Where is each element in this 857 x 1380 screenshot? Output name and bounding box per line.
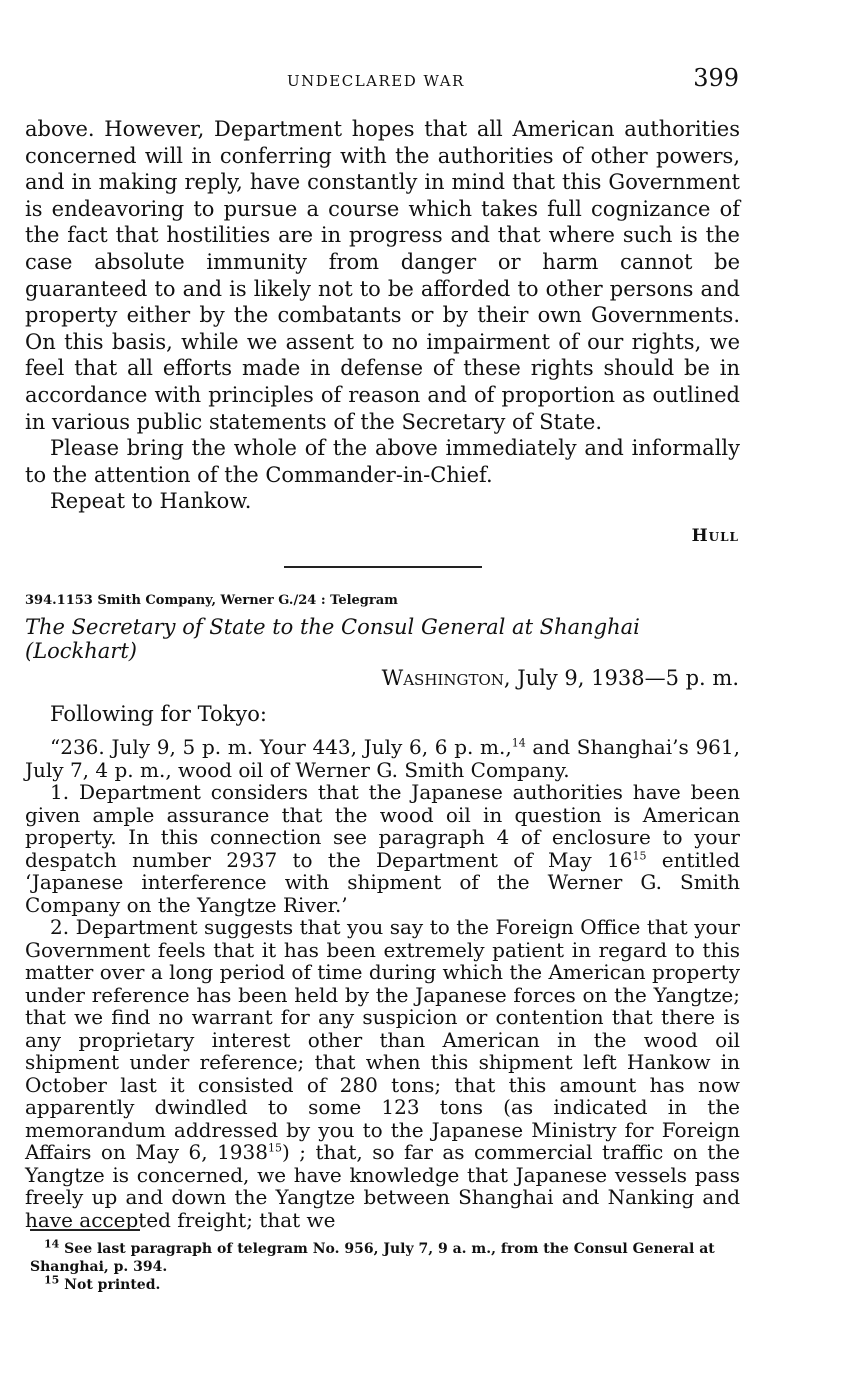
footnote-divider	[30, 1229, 140, 1231]
page-number: 399	[693, 64, 739, 92]
section-divider	[284, 566, 482, 568]
footnotes	[30, 1237, 745, 1294]
footnote-ref: 15	[267, 1141, 282, 1155]
telegram-text: 1. Department considers that the Japanese authorities have been given ample assurance that the wood oil in question is American property. In this connection see paragraph 4 of enclosure to your despatch number 2937 to the Department of May 16	[25, 780, 740, 872]
paragraph-continued: above. However, Department hopes that all American authorities concerned will in conferring with the authorities of other powers, and in making reply, have constantly in mind that this Government is endeavoring to pursue a course which takes full cognizance of the fact that hostilities are in progress and that where such is the case absolute immunity from danger or harm cannot be guaranteed to and is likely not to be afforded to other persons and property either by the combatants or by their own Governments. On this basis, while we assent to no impairment of our rights, we feel that all efforts made in defense of these rights should be in accordance with principles of reason and of proportion as outlined in various public statements of the Secretary of State.	[25, 117, 740, 434]
telegram-text: entitled ‘Japanese interference with shipment of the Werner G. Smith Company on the Yangtze River.’	[25, 847, 740, 917]
telegram-paragraph-header	[25, 736, 740, 781]
paragraph-repeat: Repeat to Hankow.	[50, 489, 252, 514]
footnote-15	[30, 1273, 745, 1294]
file-reference: 394.1153 Smith Company, Werner G./24 : Telegram	[25, 593, 398, 608]
telegram-text: 2. Department suggests that you say to the Foreign Office that your Government feels that it has been extremely patient in regard to this matter over a long period of time during which the American property under reference has been held by the Japanese forces on the Yangtze; that we find no warrant for any suspicion or contention that there is any proprietary interest other than American in the wood oil shipment under reference; that when this shipment left Hankow in October last it consisted of 280 tons; that this amount has now apparently dwindled to some 123 tons (as indicated in the memorandum addressed by you to the Japanese Ministry for Foreign Affairs on May 6, 1938	[25, 915, 740, 1164]
dateline-place: Washington	[381, 666, 504, 690]
dateline	[382, 666, 739, 690]
footnote-marker: 14	[44, 1237, 60, 1251]
telegram-text: ) ; that, so far as commercial traffic on the Yangtze is concerned, we have knowledge that Japanese vessels pass freely up and down the Yangtze between Shanghai and Nanking and have accepted freight; that we	[25, 1140, 740, 1232]
telegram-paragraph-2	[25, 916, 740, 1231]
running-head	[0, 64, 857, 98]
intro-line: Following for Tokyo:	[50, 702, 267, 726]
telegram-text: and Shanghai’s 961, July 7, 4 p. m., wood oil of Werner G. Smith Company.	[25, 735, 740, 782]
footnote-text: See last paragraph of telegram No. 956, July 7, 9 a. m., from the Consul General at Shanghai, p. 394.	[30, 1241, 715, 1275]
dateline-date: , July 9, 1938—5 p. m.	[503, 666, 739, 690]
document-heading: The Secretary of State to the Consul General at Shanghai (Lockhart)	[25, 615, 640, 663]
footnote-marker: 15	[44, 1273, 60, 1287]
running-head-title: UNDECLARED WAR	[287, 72, 465, 90]
paragraph-instruction: Please bring the whole of the above immediately and informally to the attention of the Commander-in-Chief.	[25, 436, 740, 487]
telegram-body	[25, 736, 740, 1231]
footnote-ref: 15	[632, 848, 647, 862]
signature-hull: Hull	[691, 526, 739, 546]
telegram-text: “236. July 9, 5 p. m. Your 443, July 6, 6 p. m.,	[50, 735, 512, 759]
telegram-paragraph-1	[25, 781, 740, 916]
footnote-text: Not printed.	[59, 1277, 161, 1293]
continued-telegram-text	[25, 116, 740, 515]
footnote-ref: 14	[511, 736, 526, 750]
footnote-14	[30, 1237, 745, 1276]
